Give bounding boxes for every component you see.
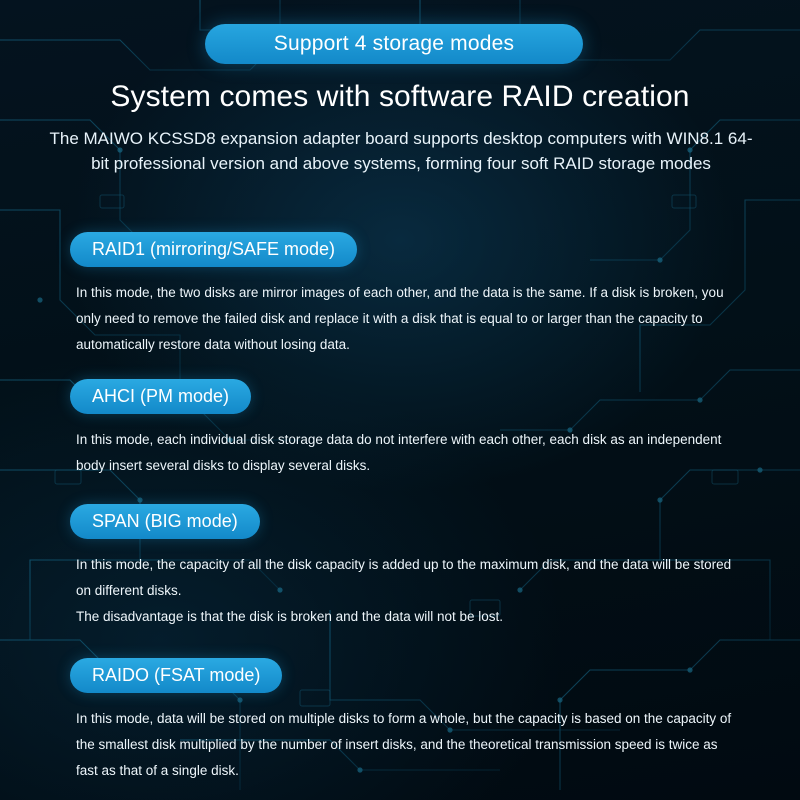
mode-section-raid1	[0, 232, 800, 358]
mode-description-raido	[0, 706, 800, 784]
paragraph: In this mode, each individual disk storage data do not interfere with each other, each disk as an independent body insert several disks to display several disks.	[76, 432, 722, 473]
top-badge: Support 4 storage modes	[205, 24, 583, 64]
mode-badge-raido: RAIDO (FSAT mode)	[70, 658, 282, 693]
mode-description-ahci	[0, 427, 800, 479]
mode-section-raido	[0, 658, 800, 784]
mode-badge-raid1: RAID1 (mirroring/SAFE mode)	[70, 232, 357, 267]
mode-section-ahci	[0, 379, 800, 479]
mode-section-span	[0, 504, 800, 630]
intro-paragraph: The MAIWO KCSSD8 expansion adapter board supports desktop computers with WIN8.1 64-bit professional version and above systems, forming four soft RAID storage modes	[49, 129, 753, 173]
mode-description-span	[0, 552, 800, 630]
mode-description-raid1	[0, 280, 800, 358]
page-title: System comes with software RAID creation	[110, 80, 690, 113]
paragraph: In this mode, the capacity of all the disk capacity is added up to the maximum disk, and the data will be stored on different disks.	[76, 557, 732, 598]
paragraph: The disadvantage is that the disk is broken and the data will not be lost.	[76, 609, 504, 624]
paragraph: In this mode, the two disks are mirror images of each other, and the data is the same. If a disk is broken, you only need to remove the failed disk and replace it with a disk that is equal to or larger than the capacity to automatically restore data without losing data.	[76, 285, 724, 352]
mode-badge-ahci: AHCI (PM mode)	[70, 379, 251, 414]
mode-badge-span: SPAN (BIG mode)	[70, 504, 260, 539]
paragraph: In this mode, data will be stored on multiple disks to form a whole, but the capacity is based on the capacity of the smallest disk multiplied by the number of insert disks, and the theoretical transmission speed is twice as fast as that of a single disk.	[76, 711, 732, 778]
